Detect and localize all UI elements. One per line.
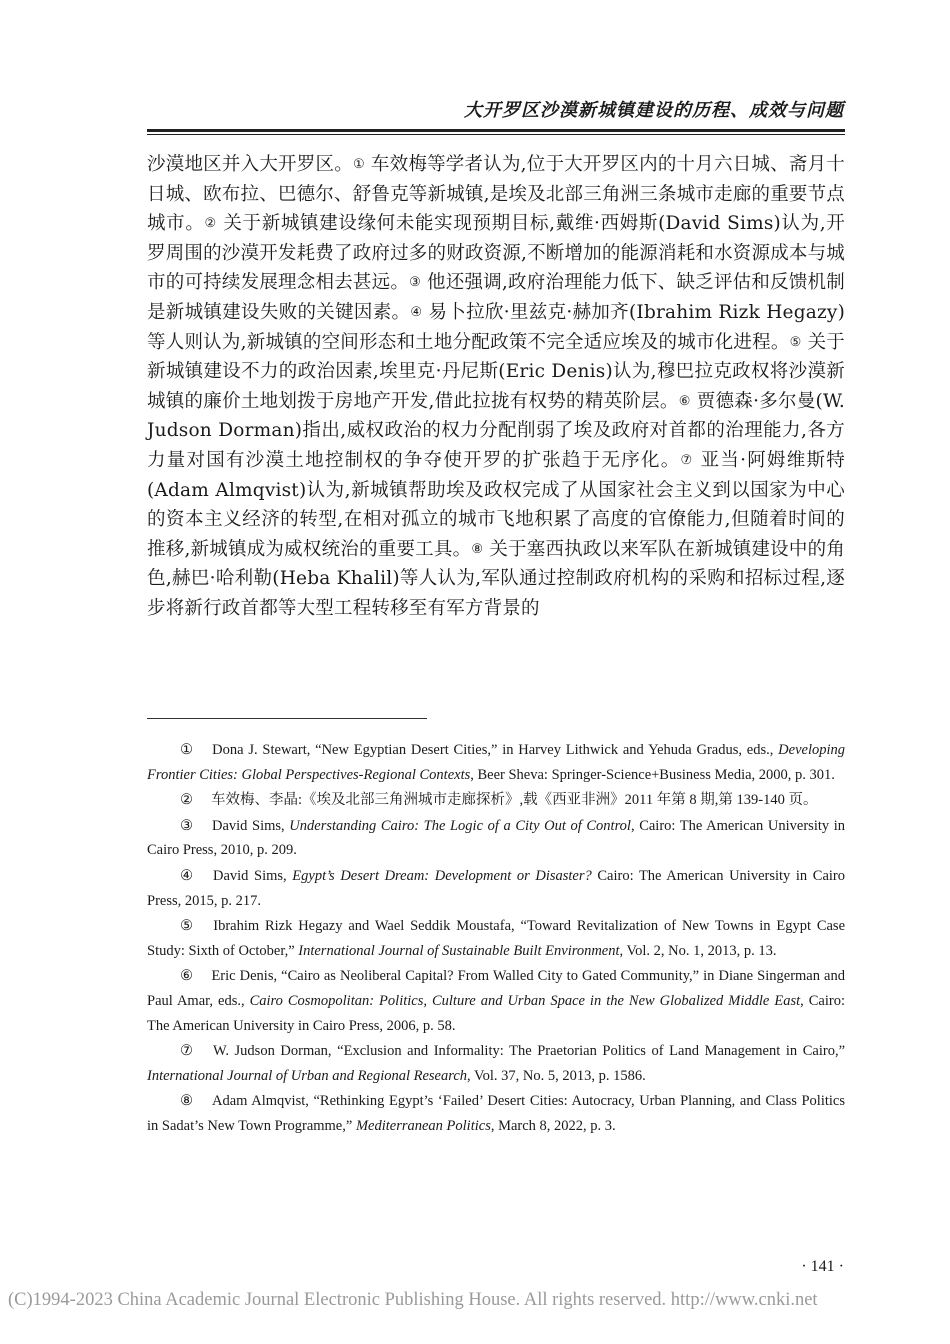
footnote-number: ⑦ — [180, 1043, 195, 1060]
running-header-title: 大开罗区沙漠新城镇建设的历程、成效与问题 — [464, 100, 844, 121]
body-text-segment: 车效梅等学者认为,位于大开罗区内的十月六日城、斋月十日城、欧布拉、巴德尔、舒鲁克等新城镇,是埃及北部三角洲三条城市走廊的重要节点城市。 — [147, 154, 845, 235]
body-text-segment: 贾德森·多尔曼(W. Judson Dorman)指出,威权政治的权力分配削弱了埃及政府对首都的治理能力,各方力量对国有沙漠土地控制权的争夺使开罗的扩张趋于无序化。 — [147, 390, 846, 471]
footnote-number: ⑧ — [180, 1093, 194, 1110]
footnote-text: , Vol. 37, No. 5, 2013, p. 1586. — [467, 1067, 646, 1084]
footnote-text: , Cairo: The American University in Cairo Press, 2010, p. 209. — [147, 817, 846, 859]
footnote-text: W. Judson Dorman, “Exclusion and Informality: The Praetorian Politics of Land Management in Cairo,” — [212, 1043, 845, 1060]
footnote-reference[interactable]: ⑥ — [678, 393, 691, 409]
footnote-work-title: Mediterranean Politics — [355, 1117, 491, 1134]
footnote-number: ⑥ — [180, 968, 194, 985]
footnote-reference[interactable]: ③ — [409, 275, 421, 291]
footnote-work-title: Cairo Cosmopolitan: Politics, Culture and Urban Space in the New Globalized Middle East — [249, 992, 801, 1009]
footnote-text: Eric Denis, “Cairo as Neoliberal Capital? From Walled City to Gated Community,” in Diane Singerman and Paul Amar, eds., — [147, 968, 845, 1009]
body-text-segment: 关于新城镇建设不力的政治因素,埃里克·丹尼斯(Eric Denis)认为,穆巴拉克政权将沙漠新城镇的廉价土地划拨于房地产开发,借此拉拢有权势的精英阶层。 — [147, 331, 845, 412]
body-text-segment: 关于新城镇建设缘何未能实现预期目标,戴维·西姆斯(David Sims)认为,开罗周围的沙漠开发耗费了政府过多的财政资源,不断增加的能源消耗和水资源成本与城市的可持续发展理念相去甚远。 — [147, 213, 845, 294]
footnote-reference[interactable]: ⑤ — [789, 334, 802, 350]
footnote-text: , March 8, 2022, p. 3. — [490, 1117, 616, 1134]
footnote — [147, 1039, 845, 1088]
footnote-reference[interactable]: ⑦ — [680, 452, 694, 468]
body-text-segment: 他还强调,政府治理能力低下、缺乏评估和反馈机制是新城镇建设失败的关键因素。 — [147, 272, 845, 323]
footnote-list — [147, 738, 845, 1140]
footnote-number: ⑤ — [180, 918, 196, 935]
footnote-text: , Beer Sheva: Springer-Science+Business Media, 2000, p. 301. — [470, 766, 835, 783]
body-text-segment: 关于塞西执政以来军队在新城镇建设中的角色,赫巴·哈利勒(Heba Khalil)等人认为,军队通过控制政府机构的采购和招标过程,逐步将新行政首都等大型工程转移至有军方背景的 — [147, 538, 845, 619]
footnote-text: David Sims, — [212, 867, 293, 884]
footnote-reference[interactable]: ⑧ — [471, 541, 484, 557]
footnote-work-title: Understanding Cairo: The Logic of a City Out of Control — [289, 817, 631, 834]
footnote-text: Ibrahim Rizk Hegazy and Wael Seddik Moustafa, “Toward Revitalization of New Towns in Egypt Case Study: Sixth of October,” — [147, 918, 845, 959]
footnote-work-title: Developing Frontier Cities: Global Perspectives-Regional Contexts — [147, 742, 846, 783]
body-paragraph — [147, 150, 845, 624]
footnote-text: Dona J. Stewart, “New Egyptian Desert Cities,” in Harvey Lithwick and Yehuda Gradus, eds., — [212, 742, 779, 758]
footnote — [147, 964, 845, 1038]
body-text-segment: 亚当·阿姆维斯特(Adam Almqvist)认为,新城镇帮助埃及政权完成了从国家社会主义到以国家为中心的资本主义经济的转型,在相对孤立的城市飞地积累了高度的官僚能力,但随着时间的推移,新城镇成为威权统治的重要工具。 — [147, 449, 845, 560]
footnote-separator — [147, 718, 427, 719]
footnote-number: ③ — [180, 817, 194, 834]
footnote-text: , Vol. 2, No. 1, 2013, p. 13. — [619, 942, 777, 959]
footnote-text: , Cairo: The American University in Cairo Press, 2006, p. 58. — [147, 992, 845, 1034]
footnote-work-title: International Journal of Urban and Regional Research — [147, 1067, 468, 1084]
footnote-number: ① — [180, 742, 195, 758]
footnote — [147, 1089, 845, 1138]
header-rule-thin — [147, 134, 845, 135]
footnote — [147, 914, 845, 963]
footnote-reference[interactable]: ① — [352, 157, 365, 172]
header-rule — [147, 129, 845, 132]
footnote-reference[interactable]: ④ — [410, 304, 423, 320]
footnote — [147, 738, 845, 787]
page-number: · 141 · — [801, 1258, 844, 1275]
footnote-work-title: International Journal of Sustainable Built Environment — [298, 942, 620, 959]
footnote — [147, 788, 845, 813]
footnote-text: 车效梅、李晶:《埃及北部三角洲城市走廊探析》,载《西亚非洲》2011 年第 8 期,第 139-140 页。 — [211, 792, 818, 809]
footnote-work-title: Egypt’s Desert Dream: Development or Disaster? — [292, 867, 592, 884]
body-text-segment: 易卜拉欣·里兹克·赫加齐(Ibrahim Rizk Hegazy)等人则认为,新城镇的空间形态和土地分配政策不完全适应埃及的城市化进程。 — [147, 301, 845, 353]
body-text-segment: 沙漠地区并入大开罗区。 — [147, 154, 353, 175]
footnote-text: Adam Almqvist, “Rethinking Egypt’s ‘Failed’ Desert Cities: Autocracy, Urban Planning, and Class Politics in Sadat’s New Town Programme,” — [147, 1093, 845, 1134]
footnote — [147, 814, 845, 863]
footnote-reference[interactable]: ② — [204, 216, 217, 232]
footnote-number: ④ — [180, 867, 195, 884]
footnote — [147, 864, 845, 913]
footnote-number: ② — [180, 792, 193, 809]
footnote-text: Cairo: The American University in Cairo Press, 2015, p. 217. — [147, 867, 845, 909]
footnote-text: David Sims, — [211, 817, 290, 834]
copyright-notice: (C)1994-2023 China Academic Journal Electronic Publishing House. All rights reserved. http://www.cnki.net — [8, 1290, 818, 1310]
